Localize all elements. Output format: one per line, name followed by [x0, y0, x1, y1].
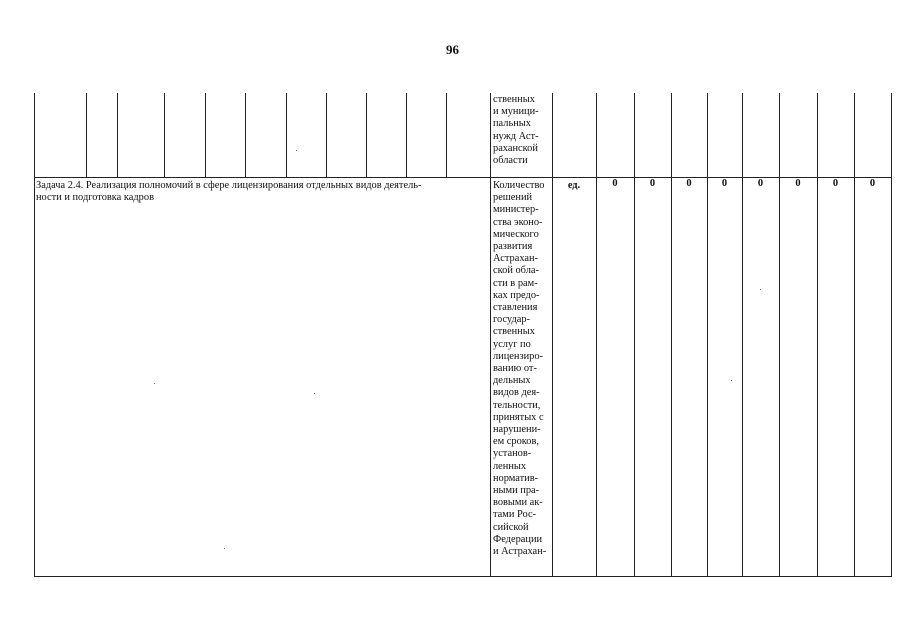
grid-line	[34, 93, 35, 177]
value-cell: 0	[757, 178, 764, 189]
grid-line	[490, 93, 491, 577]
grid-line	[634, 93, 635, 577]
value-cell: 0	[686, 178, 692, 189]
value-cell: 0	[869, 178, 876, 189]
grid-line	[891, 93, 892, 577]
grid-line	[286, 93, 287, 177]
continued-indicator-text: ственных и муници- пальных нужд Аст- раханской области	[493, 94, 539, 167]
scan-speck	[314, 393, 315, 394]
indicator-table	[34, 93, 892, 577]
grid-line	[742, 93, 743, 577]
grid-line	[326, 93, 327, 177]
unit-cell: ед.	[567, 180, 581, 191]
scan-speck	[760, 289, 761, 290]
value-cell: 0	[612, 178, 618, 189]
scan-speck	[296, 150, 297, 151]
grid-line	[817, 93, 818, 577]
value-cell: 0	[795, 178, 801, 189]
page-number: 96	[446, 42, 459, 57]
indicator-description: Количество решений министер- ства эконо- мического развития Астрахан- ской обла- сти в рам- ках предо- ставления государ- ственных услуг по лицензиро- ванию от- дельных видов дея- тельности, принятых с нарушени- ем сроков, установ- ленных норматив- ными пра- вовыми ак- тами Рос- сийской Федерации и Астрахан-	[493, 180, 547, 558]
grid-line	[854, 93, 855, 577]
grid-line	[117, 93, 118, 177]
task-title: Задача 2.4. Реализация полномочий в сфере лицензирования отдельных видов деятель- ности и подготовка кадров	[36, 180, 422, 204]
grid-line	[86, 93, 87, 177]
value-cell: 0	[649, 178, 656, 189]
grid-line	[245, 93, 246, 177]
table-bottom-border	[34, 576, 892, 577]
scan-speck	[154, 383, 155, 384]
grid-line	[366, 93, 367, 177]
scan-speck	[731, 380, 732, 381]
value-cell: 0	[832, 178, 839, 189]
value-cell: 0	[721, 178, 728, 189]
grid-line	[164, 93, 165, 177]
grid-line	[205, 93, 206, 177]
grid-line	[671, 93, 672, 577]
grid-line	[34, 177, 35, 577]
grid-line	[406, 93, 407, 177]
scan-speck	[224, 548, 225, 549]
grid-line	[596, 93, 597, 577]
grid-line	[779, 93, 780, 577]
grid-line	[446, 93, 447, 177]
grid-line	[707, 93, 708, 577]
